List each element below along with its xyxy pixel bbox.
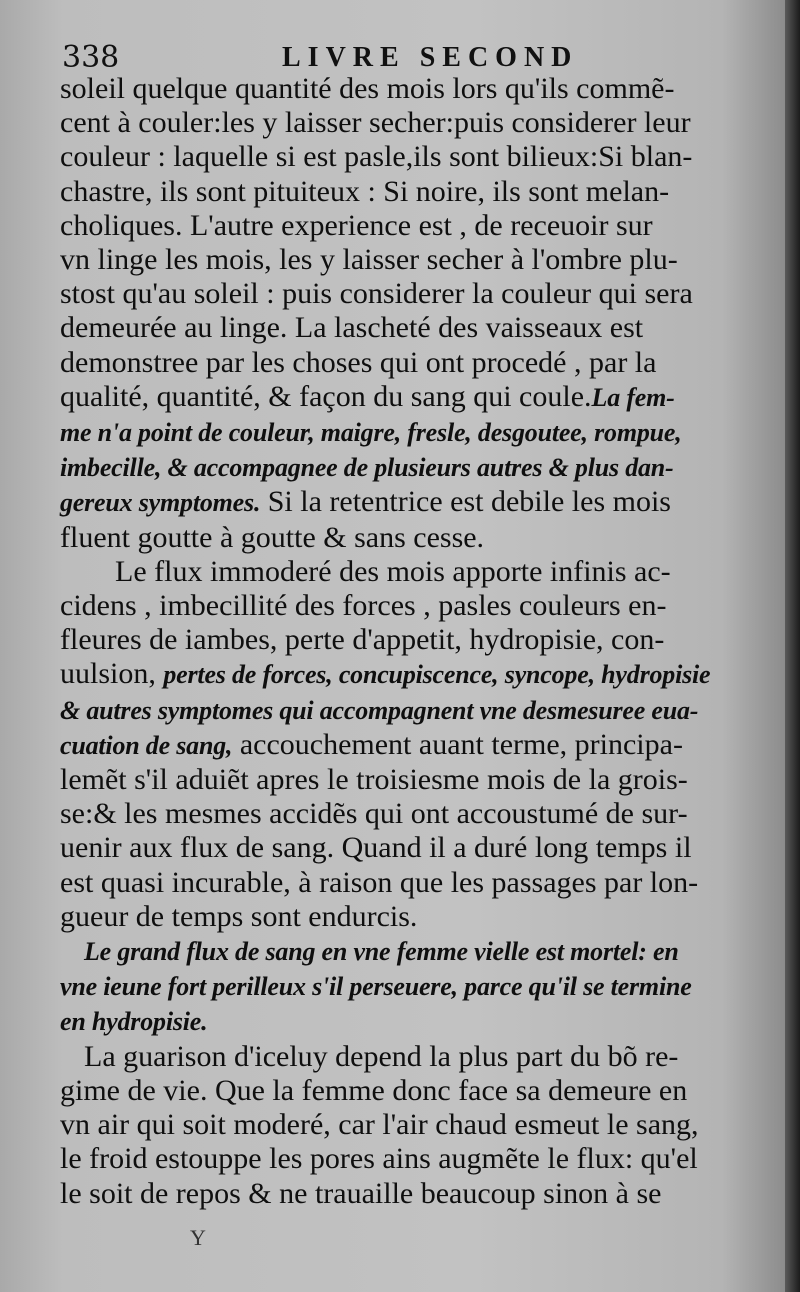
roman-segment: demeurée au linge. La lascheté des vaisseaux est — [60, 311, 644, 345]
text-line — [60, 346, 765, 380]
text-line — [60, 450, 765, 485]
text-line — [60, 1142, 765, 1176]
italic-segment: imbecille, & accompagnee de plusieurs autres & plus dan- — [60, 453, 674, 483]
text-line — [60, 277, 765, 311]
page-number: 338 — [62, 40, 120, 75]
roman-segment: gime de vie. Que la femme donc face sa demeure en — [60, 1073, 688, 1107]
text-line — [60, 866, 765, 900]
roman-segment: qualité, quantité, & façon du sang qui coule. — [60, 379, 592, 413]
body-text — [60, 72, 765, 1211]
text-line — [60, 1004, 765, 1039]
text-line — [60, 657, 765, 692]
italic-segment: me n'a point de couleur, maigre, fresle, desgoutee, rompue, — [60, 418, 682, 448]
roman-segment: cidens , imbecillité des forces , pasles couleurs en- — [60, 589, 667, 623]
text-line — [60, 1040, 765, 1074]
text-line — [60, 969, 765, 1004]
roman-segment: cent à couler:les y laisser secher:puis considerer leur — [60, 106, 691, 140]
roman-segment: le froid estouppe les pores ains augmẽte le flux: qu'el — [60, 1142, 698, 1176]
text-line — [60, 209, 765, 243]
text-line — [60, 831, 765, 865]
text-line — [60, 521, 765, 555]
roman-segment: Si la retentrice est debile les mois — [260, 485, 671, 519]
roman-segment: choliques. L'autre experience est , de receuoir sur — [60, 208, 653, 242]
text-line — [60, 311, 765, 345]
roman-segment: uenir aux flux de sang. Quand il a duré long temps il — [60, 831, 692, 865]
text-line — [60, 1177, 765, 1211]
roman-segment: gueur de temps sont endurcis. — [60, 899, 418, 933]
roman-segment: fleures de iambes, perte d'appetit, hydropisie, con- — [60, 623, 665, 657]
text-line — [60, 175, 765, 209]
roman-segment: Le flux immoderé des mois apporte infinis ac- — [115, 554, 671, 588]
roman-segment: chastre, ils sont pituiteux : Si noire, ils sont melan- — [60, 174, 670, 208]
text-line — [60, 900, 765, 934]
text-line — [60, 623, 765, 657]
italic-segment: & autres symptomes qui accompagnent vne desmesuree eua- — [60, 695, 699, 725]
italic-segment: Le grand flux de sang en vne femme vielle est mortel: en — [84, 937, 679, 967]
text-line — [60, 555, 765, 589]
running-title: LIVRE SECOND — [282, 42, 579, 73]
text-line — [60, 380, 765, 415]
text-line — [60, 243, 765, 277]
text-line — [60, 797, 765, 831]
text-line — [60, 415, 765, 450]
roman-segment: est quasi incurable, à raison que les passages par lon- — [60, 865, 699, 899]
roman-segment: vn linge les mois, les y laisser secher à l'ombre plu- — [60, 243, 678, 277]
roman-segment: fluent goutte à goutte & sans cesse. — [60, 520, 485, 554]
text-line — [60, 763, 765, 797]
text-line — [60, 106, 765, 140]
roman-segment: soleil quelque quantité des mois lors qu'ils commẽ- — [60, 72, 675, 105]
italic-segment: vne ieune fort perilleux s'il perseuere, parce qu'il se termine — [60, 972, 692, 1002]
italic-segment: cuation de sang, — [60, 730, 233, 760]
roman-segment: demonstree par les choses qui ont procedé , par la — [60, 345, 657, 379]
text-line — [60, 1108, 765, 1142]
roman-segment: La guarison d'iceluy depend la plus part du bõ re- — [84, 1039, 679, 1073]
roman-segment: couleur : laquelle si est pasle,ils sont bilieux:Si blan- — [60, 140, 693, 174]
roman-segment: uulsion, — [60, 657, 164, 691]
text-line — [60, 485, 765, 520]
roman-segment: stost qu'au soleil : puis considerer la couleur qui sera — [60, 277, 693, 311]
text-line — [60, 728, 765, 763]
text-line — [60, 934, 765, 969]
italic-segment: pertes de forces, concupiscence, syncope, hydropisie — [163, 660, 711, 690]
roman-segment: se:& les mesmes accidẽs qui ont accoustumé de sur- — [60, 797, 688, 831]
roman-segment: accouchement auant terme, principa- — [232, 727, 683, 761]
roman-segment: vn air qui soit moderé, car l'air chaud esmeut le sang, — [60, 1108, 699, 1142]
text-line — [60, 140, 765, 174]
text-line — [60, 72, 765, 106]
italic-segment: La fem- — [591, 382, 675, 412]
text-line — [60, 693, 765, 728]
italic-segment: en hydropisie. — [60, 1007, 208, 1037]
italic-segment: gereux symptomes. — [60, 488, 261, 518]
text-line — [60, 1074, 765, 1108]
book-spine — [785, 0, 800, 1292]
roman-segment: lemẽt s'il aduiẽt apres le troisiesme mois de la grois- — [60, 763, 688, 797]
text-line — [60, 589, 765, 623]
signature-mark: Y — [190, 1225, 206, 1250]
roman-segment: le soit de repos & ne trauaille beaucoup sinon à se — [60, 1176, 662, 1210]
